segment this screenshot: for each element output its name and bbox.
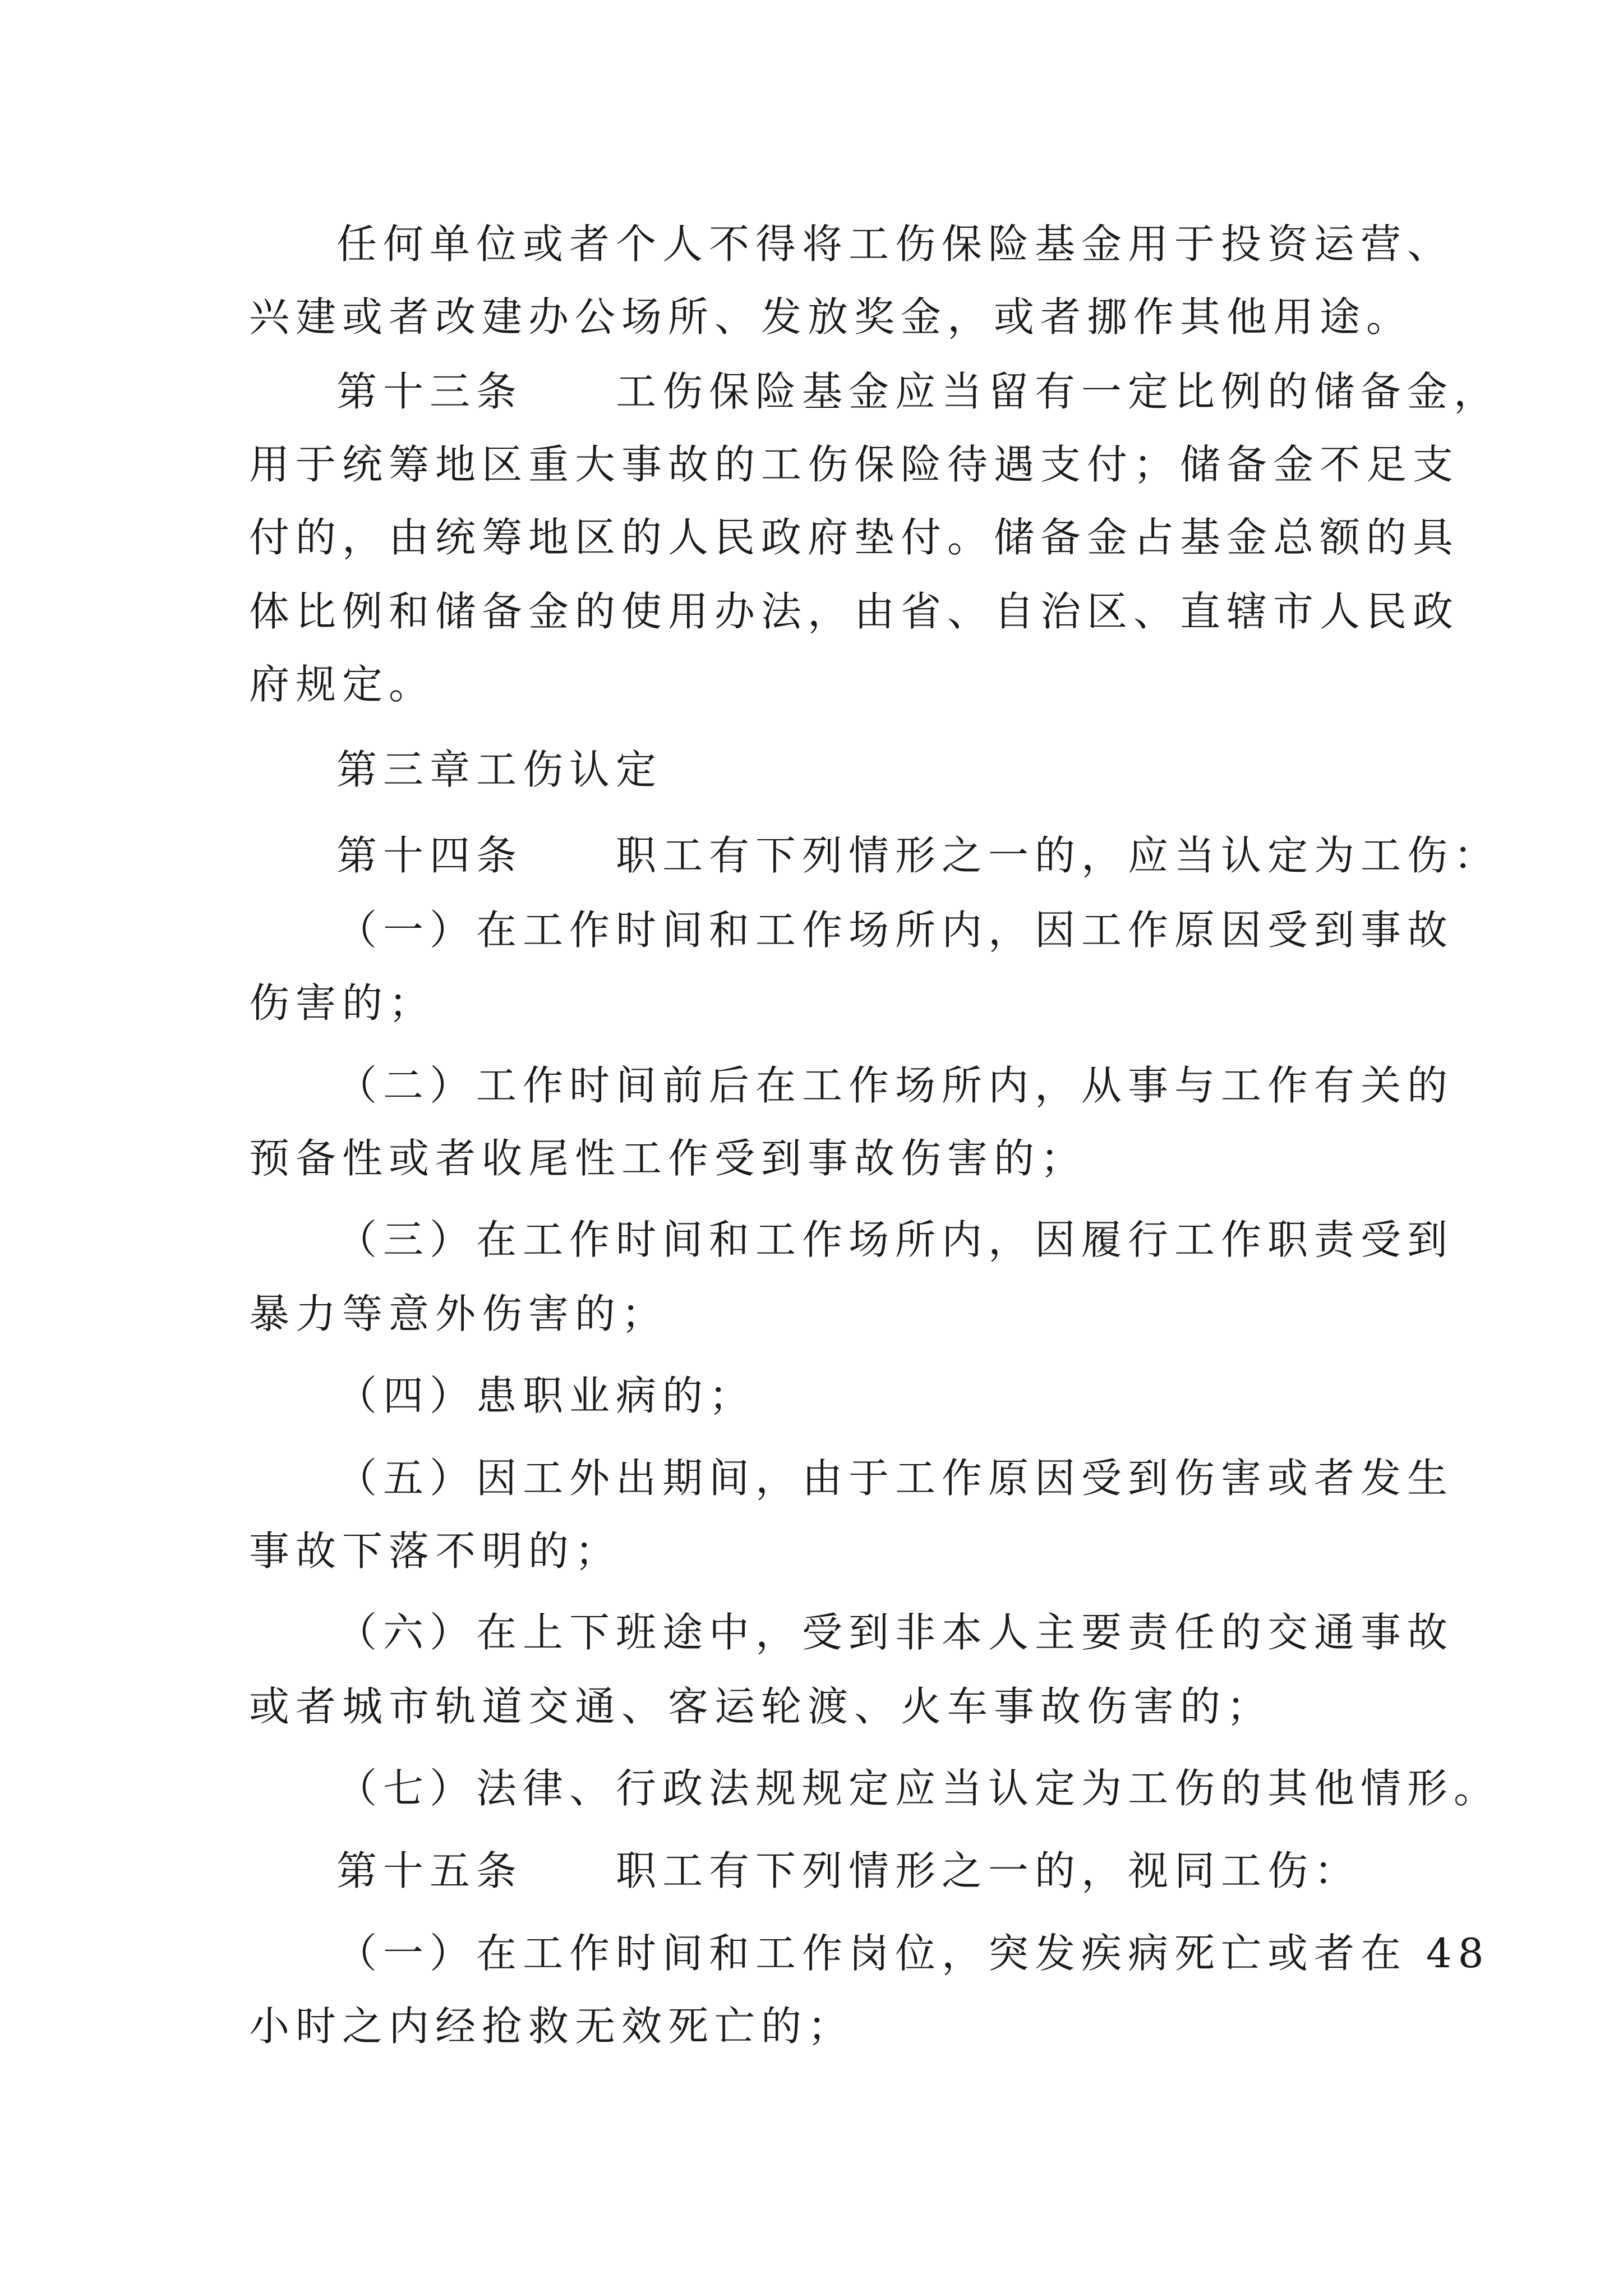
list-item-line: （一）在工作时间和工作岗位，突发疾病死亡或者在 48 — [336, 1930, 1490, 1977]
list-item-line: （五）因工外出期间，由于工作原因受到伤害或者发生 — [336, 1455, 1454, 1502]
text-line: 用于统筹地区重大事故的工伤保险待遇支付；储备金不足支 — [249, 441, 1460, 488]
text-line: 任何单位或者个人不得将工伤保险基金用于投资运营、 — [336, 220, 1454, 268]
text-line: 付的，由统筹地区的人民政府垫付。储备金占基金总额的具 — [249, 514, 1460, 561]
text-line: 预备性或者收尾性工作受到事故伤害的； — [249, 1135, 1087, 1182]
text-line: 暴力等意外伤害的； — [249, 1290, 668, 1337]
text-line: 伤害的； — [249, 979, 436, 1027]
list-item-line: （二）工作时间前后在工作场所内，从事与工作有关的 — [336, 1062, 1454, 1109]
text-line: 体比例和储备金的使用办法，由省、自治区、直辖市人民政 — [249, 588, 1460, 635]
text-line: 兴建或者改建办公场所、发放奖金，或者挪作其他用途。 — [249, 293, 1413, 341]
text-line: 小时之内经抢救无效死亡的； — [249, 2003, 855, 2050]
list-item-line: （七）法律、行政法规规定应当认定为工伤的其他情形。 — [336, 1765, 1501, 1812]
list-item-line: （一）在工作时间和工作场所内，因工作原因受到事故 — [336, 907, 1454, 954]
article-13-heading-line: 第十三条 工伤保险基金应当留有一定比例的储备金， — [336, 368, 1501, 415]
text-line: 府规定。 — [249, 661, 436, 708]
chapter-heading: 第三章工伤认定 — [336, 746, 663, 793]
text-line: 事故下落不明的； — [249, 1527, 622, 1575]
article-15-heading-line: 第十五条 职工有下列情形之一的，视同工伤： — [336, 1847, 1361, 1894]
list-item-line: （六）在上下班途中，受到非本人主要责任的交通事故 — [336, 1609, 1454, 1656]
article-14-heading-line: 第十四条 职工有下列情形之一的，应当认定为工伤： — [336, 832, 1501, 879]
text-line: 或者城市轨道交通、客运轮渡、火车事故伤害的； — [249, 1683, 1274, 1730]
list-item-line: （四）患职业病的； — [336, 1372, 756, 1419]
list-item-line: （三）在工作时间和工作场所内，因履行工作职责受到 — [336, 1216, 1454, 1263]
